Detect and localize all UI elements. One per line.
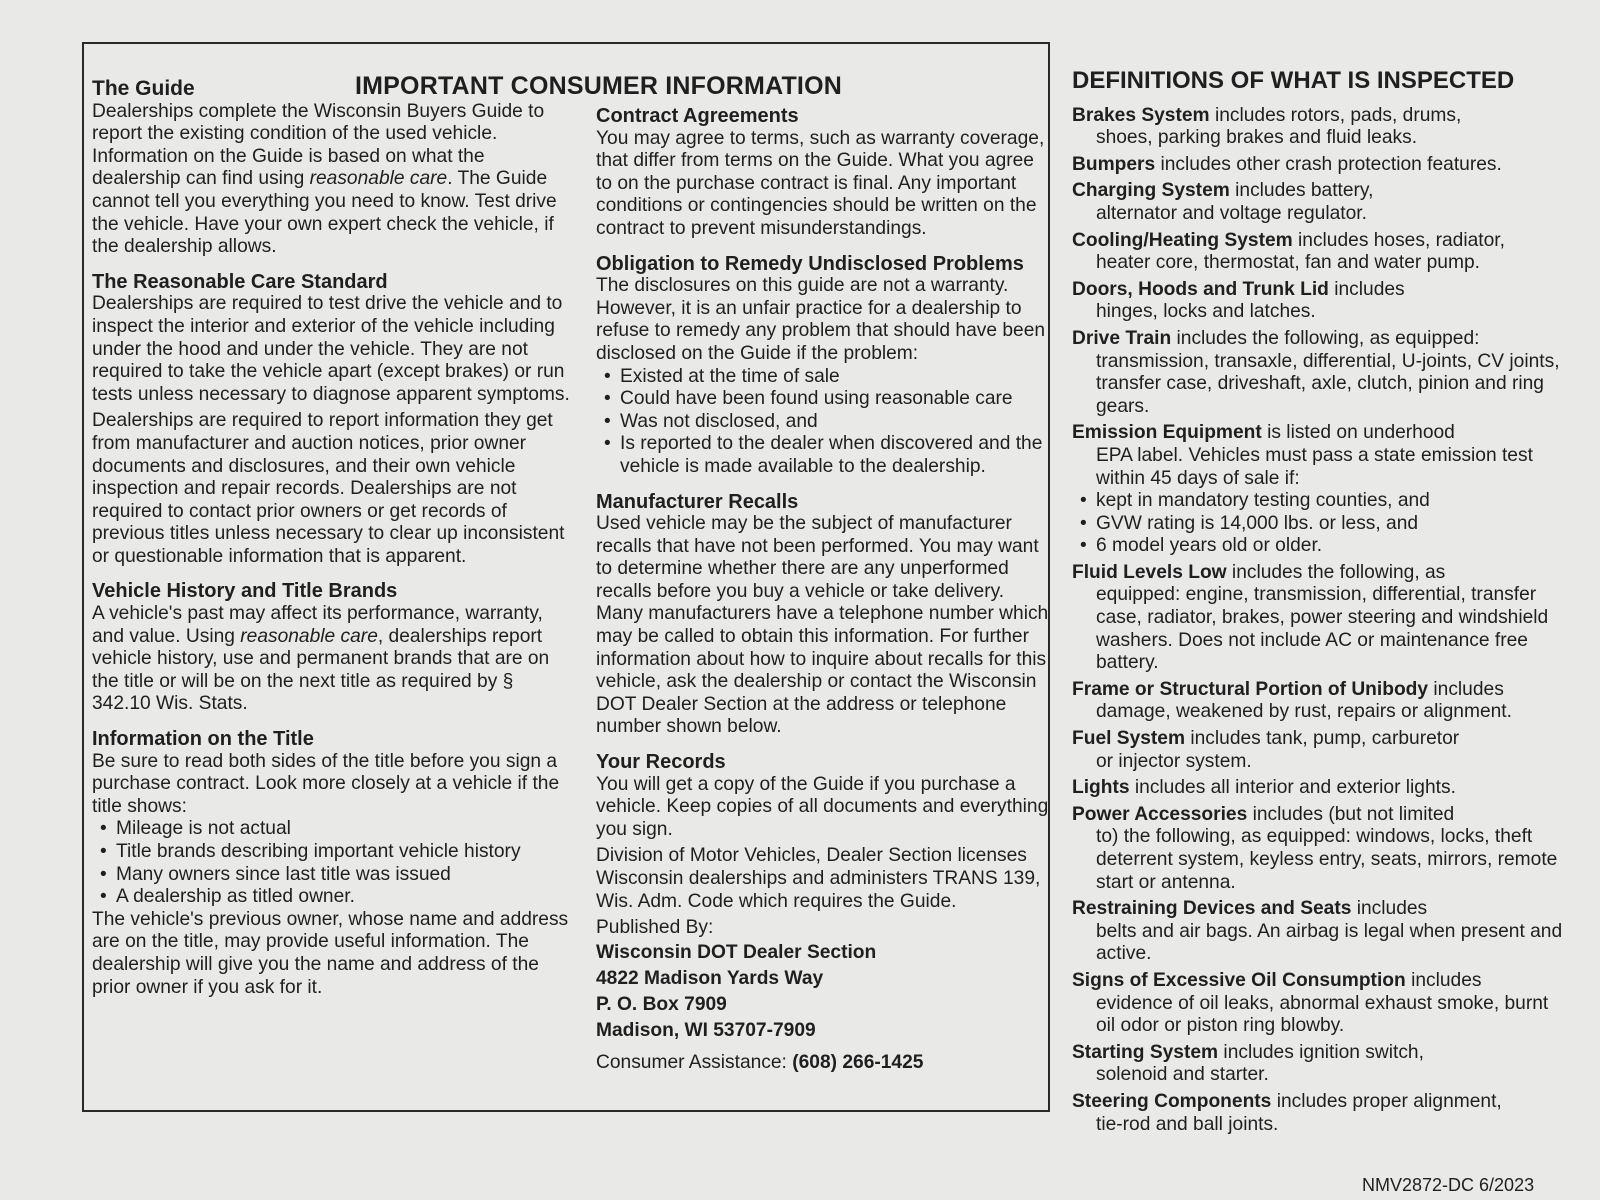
definition-text: includes hoses, radiator, <box>1292 229 1505 251</box>
definition-continuation: or injector system. <box>1096 750 1252 772</box>
definition-text: includes (but not limited <box>1247 803 1455 825</box>
definition-continuation: belts and air bags. An airbag is legal when present and active. <box>1096 920 1563 965</box>
definition-text: includes rotors, pads, drums, <box>1209 104 1462 126</box>
definition-item <box>1072 422 1572 558</box>
records-text: You will get a copy of the Guide if you purchase a vehicle. Keep copies of all documents and everything you sign. <box>596 773 1049 840</box>
history-text: A vehicle's past may affect its performance, warranty, and value. Using reasonable care, dealerships report vehicle history, use and permanent brands that are on the title or will be on the next title as required by § 342.10 Wis. Stats. <box>92 603 550 715</box>
definition-term: Lights <box>1072 777 1130 799</box>
title-bullet-list <box>92 818 570 908</box>
recalls-heading: Manufacturer Recalls <box>596 490 799 513</box>
definition-term: Fluid Levels Low <box>1072 561 1227 583</box>
definition-item <box>1072 279 1572 324</box>
contract-heading: Contract Agreements <box>596 105 799 127</box>
definition-continuation: solenoid and starter. <box>1096 1064 1269 1086</box>
definition-term: Brakes System <box>1072 104 1210 126</box>
definition-continuation: shoes, parking brakes and fluid leaks. <box>1096 127 1418 149</box>
definition-item <box>1072 1091 1572 1136</box>
definition-term: Fuel System <box>1072 728 1186 750</box>
main-title: IMPORTANT CONSUMER INFORMATION <box>355 72 842 100</box>
definition-continuation: EPA label. Vehicles must pass a state emission test within 45 days of sale if: <box>1096 444 1533 489</box>
list-item: • Many owners since last title was issued <box>98 864 570 887</box>
title-info-text-2: The vehicle's previous owner, whose name and address are on the title, may provide useful information. The dealership will give you the name and address of the prior owner if you ask for it. <box>92 908 569 998</box>
definition-text: includes battery, <box>1229 180 1374 202</box>
published-by-label: Published By: <box>596 917 714 939</box>
title-info-heading: Information on the Title <box>92 728 314 751</box>
obligation-bullet-list <box>596 366 1050 479</box>
left-column <box>92 78 570 999</box>
address-line: 4822 Madison Yards Way <box>596 967 824 989</box>
consumer-phone: (608) 266-1425 <box>792 1051 924 1073</box>
definition-term: Bumpers <box>1072 153 1156 175</box>
definition-continuation: tie-rod and ball joints. <box>1096 1113 1279 1135</box>
definition-continuation: hinges, locks and latches. <box>1096 301 1316 323</box>
address-line: P. O. Box 7909 <box>596 993 727 1015</box>
address-line: Madison, WI 53707-7909 <box>596 1019 816 1041</box>
recalls-text: Used vehicle may be the subject of manufacturer recalls that have not been performed. You may want to determine whether there are any unperformed recalls before you buy a vehicle or take delivery. Many manufacturers have a telephone number which may be called to obtain this information. For further information about how to inquire about recalls for this vehicle, ask the dealership or contact the Wisconsin DOT Dealer Section at the address or telephone number shown below. <box>596 513 1049 738</box>
list-item: • Existed at the time of sale <box>602 366 1050 389</box>
definition-text: includes <box>1328 278 1405 300</box>
definition-term: Charging System <box>1072 180 1230 202</box>
list-item: • 6 model years old or older. <box>1078 535 1572 558</box>
care-text-1: Dealerships are required to test drive the vehicle and to inspect the interior and exterior of the vehicle including under the hood and under the vehicle. They are not required to take the vehicle apart (except brakes) or run tests unless necessary to diagnose apparent symptoms. <box>92 293 570 405</box>
definition-text: includes <box>1405 969 1482 991</box>
definition-text: includes proper alignment, <box>1271 1090 1502 1112</box>
guide-heading: The Guide <box>92 77 195 100</box>
title-info-text: Be sure to read both sides of the title before you sign a purchase contract. Look more closely at a vehicle if the title shows: <box>92 750 560 817</box>
definitions-title: DEFINITIONS OF WHAT IS INSPECTED <box>1072 67 1515 94</box>
definition-text: is listed on underhood <box>1261 422 1455 444</box>
definition-text: includes other crash protection features. <box>1155 153 1502 175</box>
definition-item <box>1072 230 1572 275</box>
definition-continuation: evidence of oil leaks, abnormal exhaust smoke, burnt oil odor or piston ring blowby. <box>1096 992 1549 1037</box>
list-item: • Was not disclosed, and <box>602 411 1050 434</box>
history-heading: Vehicle History and Title Brands <box>92 580 398 603</box>
middle-column <box>596 105 1050 1074</box>
obligation-text: The disclosures on this guide are not a warranty. However, it is an unfair practice for a dealership to refuse to remedy any problem that should have been disclosed on the Guide if the problem: <box>596 275 1046 364</box>
definition-item <box>1072 180 1572 225</box>
definition-text: includes the following, as <box>1226 561 1446 583</box>
definition-term: Signs of Excessive Oil Consumption <box>1072 969 1406 991</box>
definition-item <box>1072 970 1572 1038</box>
consumer-assistance: Consumer Assistance: (608) 266-1425 <box>596 1051 924 1073</box>
definition-continuation: transmission, transaxle, differential, U-joints, CV joints, transfer case, driveshaft, axle, clutch, pinion and ring gears. <box>1096 350 1560 417</box>
obligation-heading: Obligation to Remedy Undisclosed Problems <box>596 252 1024 275</box>
publisher-address <box>596 940 1050 1044</box>
definitions-list <box>1072 105 1572 1137</box>
dmv-text: Division of Motor Vehicles, Dealer Section licenses Wisconsin dealerships and administers TRANS 139, Wis. Adm. Code which requires the Guide. <box>596 845 1041 912</box>
contract-text: You may agree to terms, such as warranty coverage, that differ from terms on the Guide. What you agree to on the purchase contract is final. Any important conditions or contingencies should be written on the contract to prevent misunderstandings. <box>596 127 1045 239</box>
definition-text: includes <box>1351 898 1428 920</box>
definition-continuation: damage, weakened by rust, repairs or alignment. <box>1096 701 1512 723</box>
definition-continuation: equipped: engine, transmission, differential, transfer case, radiator, brakes, power steering and windshield washers. Does not include AC or maintenance free battery. <box>1096 584 1549 674</box>
definition-term: Power Accessories <box>1072 803 1248 825</box>
definition-item <box>1072 804 1572 894</box>
definition-term: Steering Components <box>1072 1090 1272 1112</box>
form-number: NMV2872-DC 6/2023 <box>1362 1175 1535 1195</box>
list-item: • GVW rating is 14,000 lbs. or less, and <box>1078 513 1572 536</box>
records-heading: Your Records <box>596 751 726 774</box>
definition-term: Restraining Devices and Seats <box>1072 898 1352 920</box>
guide-text: Dealerships complete the Wisconsin Buyers Guide to report the existing condition of the used vehicle. Information on the Guide is based on what the dealership can find using reasonable care. The Guide cannot tell you everything you need to know. Test drive the vehicle. Have your own expert check the vehicle, if the dealership allows. <box>92 100 557 258</box>
definition-text: includes ignition switch, <box>1218 1041 1424 1063</box>
definition-item <box>1072 728 1572 773</box>
definition-continuation: heater core, thermostat, fan and water pump. <box>1096 252 1480 274</box>
definition-item <box>1072 898 1572 966</box>
list-item: • Could have been found using reasonable care <box>602 388 1050 411</box>
definition-item <box>1072 562 1572 675</box>
definition-term: Cooling/Heating System <box>1072 229 1293 251</box>
definition-term: Drive Train <box>1072 327 1172 349</box>
definition-item <box>1072 777 1572 800</box>
definition-term: Doors, Hoods and Trunk Lid <box>1072 278 1329 300</box>
definition-continuation: alternator and voltage regulator. <box>1096 202 1367 224</box>
definition-item <box>1072 1042 1572 1087</box>
care-heading: The Reasonable Care Standard <box>92 270 388 293</box>
definition-item <box>1072 154 1572 177</box>
list-item: • A dealership as titled owner. <box>98 886 570 909</box>
definition-continuation: to) the following, as equipped: windows, locks, theft deterrent system, keyless entry, seats, mirrors, remote start or antenna. <box>1096 826 1558 893</box>
definition-term: Emission Equipment <box>1072 422 1262 444</box>
definition-term: Starting System <box>1072 1041 1219 1063</box>
care-text-2: Dealerships are required to report information they get from manufacturer and auction notices, prior owner documents and disclosures, and their own vehicle inspection and repair records. Dealerships are not required to contact prior owners or get records of previous titles unless necessary to clear up inconsistent or questionable information that is apparent. <box>92 410 565 567</box>
definition-item <box>1072 679 1572 724</box>
definition-text: includes the following, as equipped: <box>1171 327 1480 349</box>
list-item: • Is reported to the dealer when discovered and the vehicle is made available to the dealership. <box>602 433 1050 478</box>
definition-text: includes <box>1428 678 1504 700</box>
list-item: • Title brands describing important vehicle history <box>98 841 570 864</box>
definition-text: includes all interior and exterior lights. <box>1129 777 1456 799</box>
list-item: • Mileage is not actual <box>98 818 570 841</box>
emission-bullet-list <box>1072 490 1572 558</box>
address-line: Wisconsin DOT Dealer Section <box>596 941 877 963</box>
definition-item <box>1072 105 1572 150</box>
definition-item <box>1072 328 1572 418</box>
definition-term: Frame or Structural Portion of Unibody <box>1072 678 1429 700</box>
list-item: • kept in mandatory testing counties, and <box>1078 490 1572 513</box>
right-column <box>1072 67 1572 1140</box>
definition-text: includes tank, pump, carburetor <box>1185 728 1460 750</box>
